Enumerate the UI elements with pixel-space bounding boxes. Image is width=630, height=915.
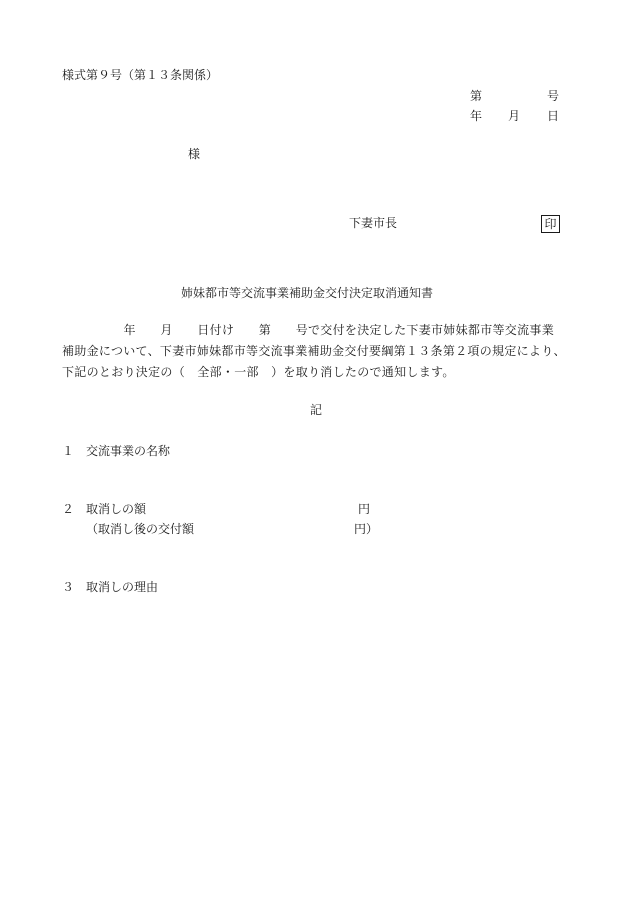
body-line-1: 年 月 日付け 第 号で交付を決定した下妻市姉妹都市等交流事業: [62, 323, 555, 337]
item-2-cancel-amount: ２ 取消しの額: [62, 502, 147, 516]
item-2-sub-label: （取消し後の交付額: [86, 522, 195, 536]
seal-mark: 印: [541, 215, 560, 233]
item-2-sub-yen: 円）: [354, 522, 379, 536]
body-line-2: 補助金について、下妻市姉妹都市等交流事業補助金交付要綱第１３条第２項の規定により、: [62, 344, 566, 358]
item-1-project-name: １ 交流事業の名称: [62, 444, 171, 458]
doc-number-suffix: 号: [547, 89, 560, 103]
addressee-honorific: 様: [188, 147, 201, 161]
date-day: 日: [547, 109, 560, 123]
item-2-yen: 円: [358, 502, 371, 516]
body-line-3: 下記のとおり決定の（ 全部・一部 ）を取り消したので通知します。: [62, 365, 455, 379]
date-year: 年: [470, 109, 483, 123]
form-number: 様式第９号（第１３条関係）: [62, 68, 219, 82]
document-title: 姉妹都市等交流事業補助金交付決定取消通知書: [181, 286, 434, 300]
issuer-title: 下妻市長: [349, 216, 398, 230]
date-month: 月: [508, 109, 521, 123]
item-3-cancel-reason: ３ 取消しの理由: [62, 580, 159, 594]
ki-heading: 記: [310, 403, 323, 417]
doc-number-prefix: 第: [470, 89, 483, 103]
